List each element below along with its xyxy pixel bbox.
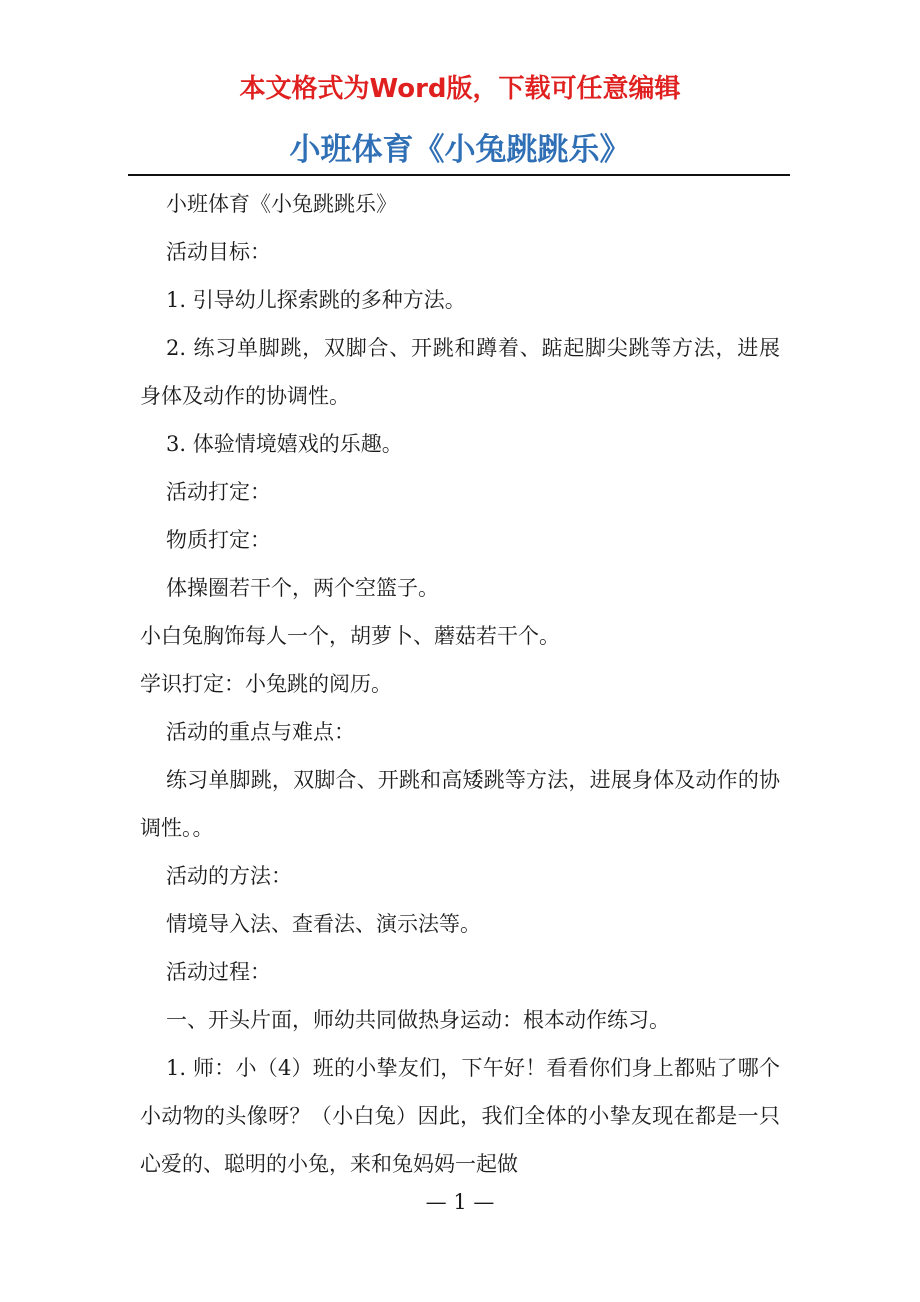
document-body (140, 180, 780, 1188)
body-paragraph: 情境导入法、查看法、演示法等。 (166, 912, 481, 936)
body-paragraph: 体操圈若干个，两个空篮子。 (166, 576, 439, 600)
body-paragraph: 活动打定： (166, 480, 271, 504)
body-paragraph: 小班体育《小兔跳跳乐》 (166, 192, 397, 216)
body-paragraph: 活动过程： (166, 960, 271, 984)
body-paragraph: 物质打定： (166, 528, 271, 552)
body-paragraph: 2. 练习单脚跳，双脚合、开跳和蹲着、踮起脚尖跳等方法，进展身体及动作的协调性。 (140, 336, 780, 408)
title-divider (128, 174, 790, 176)
body-paragraph: 学识打定：小兔跳的阅历。 (140, 672, 392, 696)
edit-notice-banner: 本文格式为Word版，下载可任意编辑 (239, 74, 681, 104)
body-paragraph: 小白兔胸饰每人一个，胡萝卜、蘑菇若干个。 (140, 624, 560, 648)
body-paragraph: 活动的重点与难点： (166, 720, 355, 744)
document-title: 小班体育《小兔跳跳乐》 (289, 132, 631, 168)
body-paragraph: 一、开头片面，师幼共同做热身运动：根本动作练习。 (166, 1008, 670, 1032)
body-paragraph: 活动的方法： (166, 864, 292, 888)
page-number: — 1 — (425, 1190, 495, 1214)
body-paragraph: 3. 体验情境嬉戏的乐趣。 (166, 432, 403, 456)
body-paragraph: 1. 师：小（4）班的小挚友们，下午好！看看你们身上都贴了哪个小动物的头像呀？（小白兔）因此，我们全体的小挚友现在都是一只心爱的、聪明的小兔，来和兔妈妈一起做 (140, 1056, 780, 1176)
body-paragraph: 1. 引导幼儿探索跳的多种方法。 (166, 288, 466, 312)
body-paragraph: 活动目标： (166, 240, 271, 264)
body-paragraph: 练习单脚跳，双脚合、开跳和高矮跳等方法，进展身体及动作的协调性。。 (140, 768, 780, 840)
